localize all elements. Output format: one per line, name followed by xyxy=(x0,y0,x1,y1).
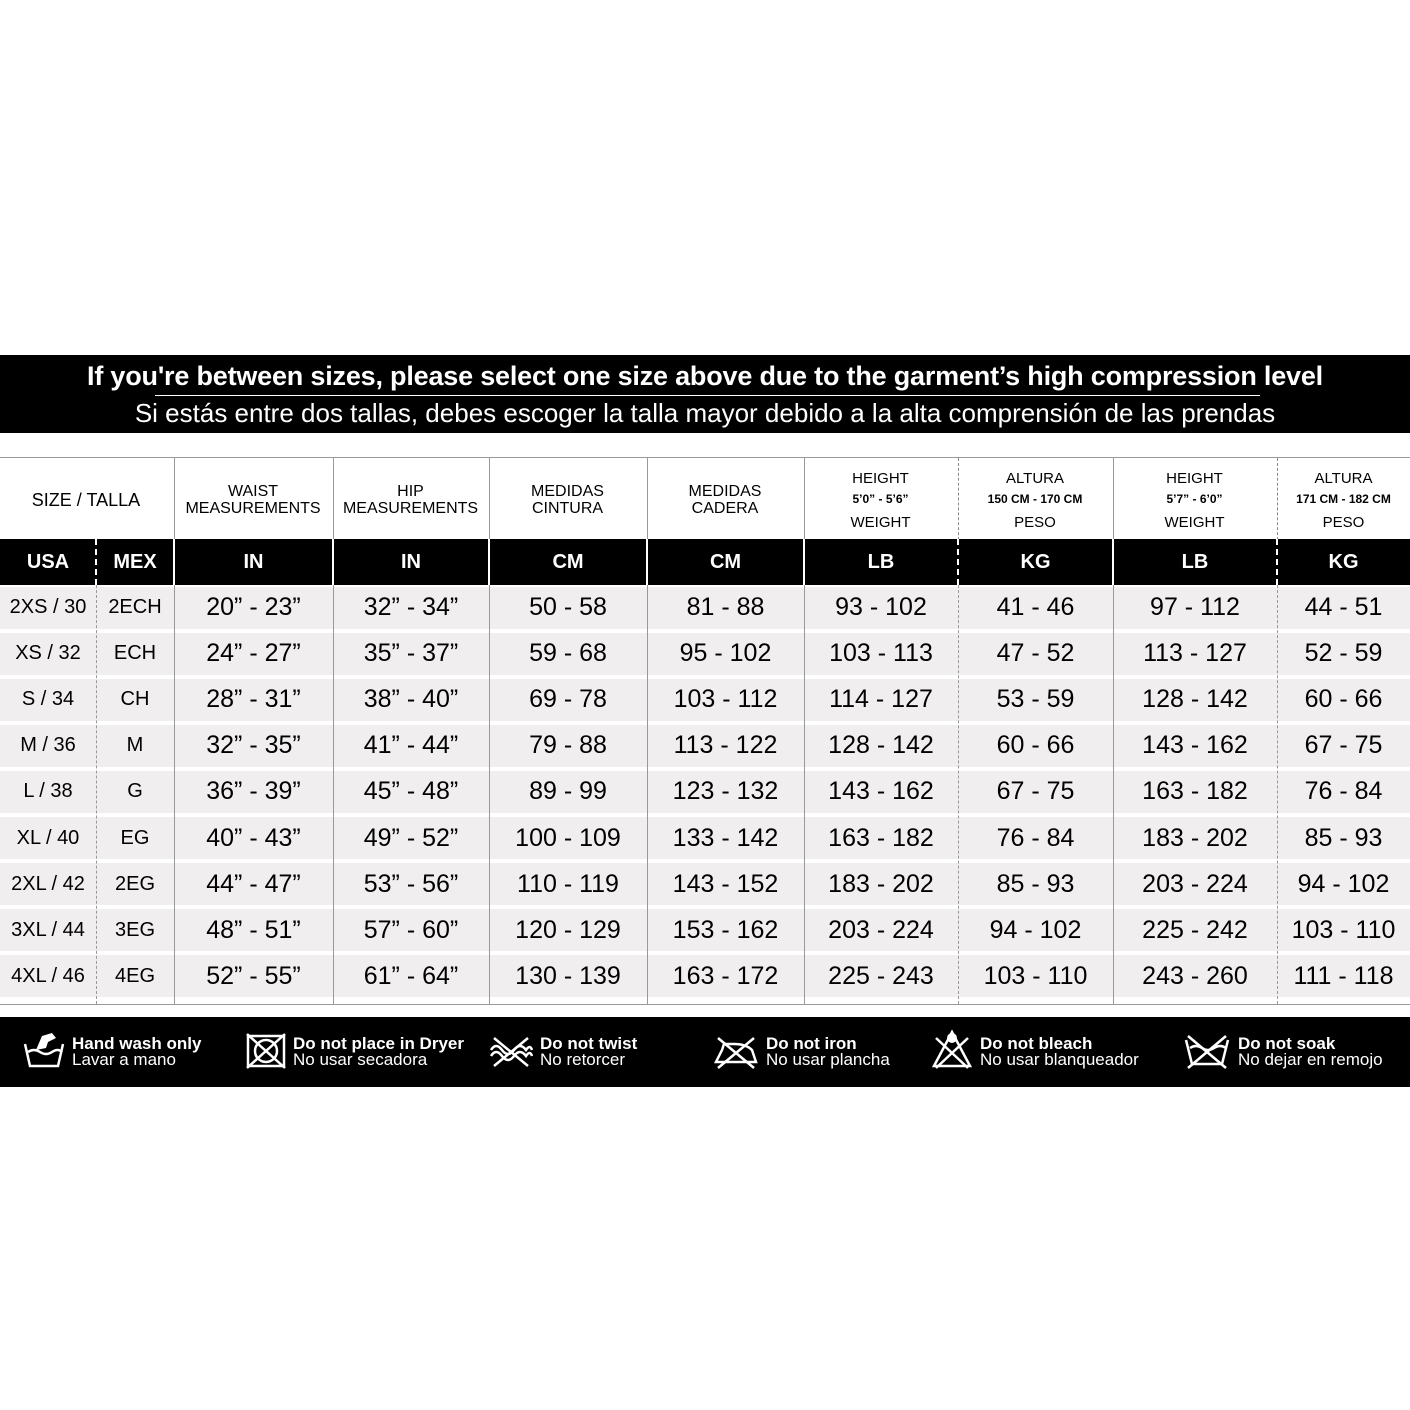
unit-waist-cm: CM xyxy=(552,550,584,573)
care-label-es: Lavar a mano xyxy=(72,1050,176,1069)
care-label-en: Hand wash only xyxy=(72,1034,202,1053)
header-size xyxy=(0,458,172,542)
care-label-en: Do not bleach xyxy=(980,1034,1093,1053)
header-g2-peso: PESO xyxy=(1322,513,1365,531)
cell-waist-cm: 59 - 68 xyxy=(529,639,607,668)
unit-weight-kg-1: KG xyxy=(1020,550,1051,573)
cell-waist-cm: 130 - 139 xyxy=(515,961,621,990)
no-bleach-icon xyxy=(930,1028,974,1077)
table-row xyxy=(0,909,1410,951)
column-divider xyxy=(647,585,648,1004)
cell-size-mex: G xyxy=(127,780,143,803)
table-row xyxy=(0,955,1410,997)
care-label-es: No usar plancha xyxy=(766,1050,890,1069)
unit-divider xyxy=(1112,539,1114,585)
unit-divider xyxy=(173,539,175,585)
cell-waist-in: 20” - 23” xyxy=(206,593,301,621)
cell-weight-kg-1: 85 - 93 xyxy=(996,869,1075,898)
cell-waist-cm: 100 - 109 xyxy=(515,823,621,852)
header-waist-line1: WAIST xyxy=(227,483,279,500)
no-soak-icon xyxy=(1182,1030,1232,1075)
notice-divider xyxy=(155,395,1260,396)
cell-hip-cm: 143 - 152 xyxy=(672,869,779,898)
column-divider xyxy=(1277,585,1278,1004)
header-g2-height: HEIGHT xyxy=(1166,469,1223,487)
cell-weight-kg-2: 52 - 59 xyxy=(1304,639,1383,668)
cell-weight-kg-1: 76 - 84 xyxy=(996,823,1075,852)
unit-weight-lb-1: LB xyxy=(867,550,895,573)
cell-hip-in: 57” - 60” xyxy=(363,915,459,944)
header-divider xyxy=(958,458,959,540)
size-chart-header xyxy=(0,457,1410,541)
header-g2-weight: WEIGHT xyxy=(1164,513,1225,531)
cell-weight-lb-2: 225 - 242 xyxy=(1142,915,1248,944)
unit-hip-in: IN xyxy=(401,550,421,573)
cell-waist-cm: 79 - 88 xyxy=(529,731,607,760)
cell-waist-cm: 50 - 58 xyxy=(529,593,607,621)
unit-divider xyxy=(488,539,490,585)
cell-hip-cm: 163 - 172 xyxy=(672,961,779,990)
header-hip-line2: MEASUREMENTS xyxy=(342,500,479,517)
unit-row xyxy=(0,539,1410,585)
cell-size-mex: 3EG xyxy=(114,918,156,941)
cell-hip-in: 41” - 44” xyxy=(363,731,459,760)
care-label-en: Do not soak xyxy=(1238,1034,1336,1053)
cell-weight-lb-2: 113 - 127 xyxy=(1143,639,1247,668)
header-group1-imperial xyxy=(804,458,957,542)
header-g1-height: HEIGHT xyxy=(852,469,909,487)
cell-hip-in: 38” - 40” xyxy=(363,685,459,714)
cell-weight-kg-2: 111 - 118 xyxy=(1293,961,1394,990)
cell-waist-in: 52” - 55” xyxy=(206,961,301,990)
cell-size-mex: 4EG xyxy=(114,964,156,987)
care-no-twist xyxy=(488,1017,637,1087)
cell-weight-kg-1: 53 - 59 xyxy=(996,685,1075,714)
cell-weight-kg-1: 47 - 52 xyxy=(996,639,1075,668)
cell-weight-lb-1: 143 - 162 xyxy=(828,777,934,806)
header-g2-altura: ALTURA xyxy=(1314,469,1373,487)
header-cintura-line2: CINTURA xyxy=(531,500,604,517)
cell-weight-kg-1: 103 - 110 xyxy=(983,961,1088,990)
cell-size-usa: 2XS / 30 xyxy=(9,596,87,618)
header-g1-height-range: 5’0” - 5’6” xyxy=(852,491,909,506)
cell-hip-cm: 153 - 162 xyxy=(672,915,779,944)
column-divider xyxy=(333,585,334,1004)
cell-size-usa: 3XL / 44 xyxy=(11,918,85,941)
care-no-bleach xyxy=(930,1017,1139,1087)
header-divider xyxy=(489,458,490,540)
header-divider xyxy=(1277,458,1278,540)
unit-weight-kg-2: KG xyxy=(1328,550,1359,573)
cell-weight-lb-1: 128 - 142 xyxy=(828,731,934,760)
unit-divider xyxy=(332,539,334,585)
cell-weight-kg-2: 67 - 75 xyxy=(1304,731,1383,760)
header-g2-altura-range: 171 CM - 182 CM xyxy=(1296,491,1391,506)
cell-waist-in: 40” - 43” xyxy=(206,823,301,852)
cell-weight-lb-1: 203 - 224 xyxy=(828,915,934,944)
cell-size-usa: XL / 40 xyxy=(16,826,80,849)
care-label-es: No usar secadora xyxy=(293,1050,428,1069)
table-row xyxy=(0,817,1410,859)
cell-hip-cm: 133 - 142 xyxy=(672,823,779,852)
notice-spanish: Si estás entre dos tallas, debes escoger la talla mayor debido a la alta comprensión de las prendas xyxy=(134,398,1276,428)
header-group2-metric xyxy=(1277,458,1410,542)
cell-waist-in: 44” - 47” xyxy=(206,869,301,898)
care-text xyxy=(766,1036,890,1068)
cell-hip-in: 45” - 48” xyxy=(363,777,459,806)
cell-size-mex: CH xyxy=(120,688,150,711)
table-row xyxy=(0,863,1410,905)
header-g1-weight: WEIGHT xyxy=(850,513,911,531)
header-divider xyxy=(333,458,334,540)
cell-weight-lb-1: 225 - 243 xyxy=(828,961,934,990)
care-instructions-bar xyxy=(0,1017,1410,1087)
cell-waist-in: 28” - 31” xyxy=(206,685,301,714)
table-row xyxy=(0,633,1410,675)
cell-waist-cm: 120 - 129 xyxy=(515,915,621,944)
care-text xyxy=(293,1036,464,1068)
cell-weight-lb-1: 114 - 127 xyxy=(829,685,933,714)
cell-hip-cm: 95 - 102 xyxy=(679,639,772,668)
cell-size-usa: 4XL / 46 xyxy=(11,964,85,987)
table-row xyxy=(0,587,1410,629)
column-divider xyxy=(489,585,490,1004)
header-waist xyxy=(174,458,332,542)
header-group1-metric xyxy=(958,458,1112,542)
care-label-en: Do not place in Dryer xyxy=(293,1034,464,1053)
compression-notice-banner xyxy=(0,355,1410,433)
column-divider xyxy=(1113,585,1114,1004)
table-row xyxy=(0,679,1410,721)
cell-waist-cm: 110 - 119 xyxy=(517,869,619,898)
cell-size-mex: 2ECH xyxy=(108,596,162,618)
column-divider xyxy=(804,585,805,1004)
cell-weight-lb-2: 143 - 162 xyxy=(1142,731,1248,760)
care-text xyxy=(72,1036,201,1068)
cell-size-usa: M / 36 xyxy=(20,734,76,757)
cell-weight-lb-2: 97 - 112 xyxy=(1150,593,1240,621)
cell-hip-cm: 103 - 112 xyxy=(673,685,778,714)
header-divider xyxy=(1113,458,1114,540)
unit-divider xyxy=(1276,539,1278,585)
cell-weight-kg-2: 44 - 51 xyxy=(1304,593,1383,621)
hand-wash-icon xyxy=(22,1030,66,1075)
cell-hip-in: 53” - 56” xyxy=(363,869,459,898)
cell-weight-kg-2: 60 - 66 xyxy=(1304,685,1383,714)
cell-weight-kg-2: 85 - 93 xyxy=(1304,823,1383,852)
header-cadera-line1: MEDIDAS xyxy=(688,483,762,500)
care-label-es: No retorcer xyxy=(540,1050,626,1069)
cell-waist-in: 48” - 51” xyxy=(206,915,301,944)
header-g1-altura: ALTURA xyxy=(1005,469,1065,487)
care-text xyxy=(980,1036,1139,1068)
cell-weight-lb-1: 103 - 113 xyxy=(829,639,933,668)
cell-size-usa: L / 38 xyxy=(23,780,73,803)
cell-size-mex: 2EG xyxy=(114,872,156,895)
table-row xyxy=(0,771,1410,813)
cell-waist-cm: 89 - 99 xyxy=(529,777,607,806)
cell-size-usa: S / 34 xyxy=(21,688,75,711)
cell-weight-kg-1: 94 - 102 xyxy=(989,915,1082,944)
cell-weight-lb-2: 128 - 142 xyxy=(1142,685,1248,714)
unit-size-usa: USA xyxy=(26,550,70,573)
header-divider xyxy=(174,458,175,540)
care-label-en: Do not iron xyxy=(766,1034,857,1053)
cell-size-usa: XS / 32 xyxy=(15,642,81,665)
table-row xyxy=(0,725,1410,767)
unit-divider xyxy=(957,539,959,585)
unit-divider xyxy=(803,539,805,585)
header-cadera-line2: CADERA xyxy=(691,500,759,517)
header-cintura-line1: MEDIDAS xyxy=(531,483,604,500)
cell-size-mex: M xyxy=(126,734,144,757)
header-cintura xyxy=(489,458,646,542)
header-divider xyxy=(804,458,805,540)
cell-weight-kg-1: 41 - 46 xyxy=(996,593,1075,621)
header-waist-line2: MEASUREMENTS xyxy=(185,500,321,517)
notice-english: If you're between sizes, please select one size above due to the garment’s high compression level xyxy=(87,361,1323,391)
table-bottom-rule xyxy=(0,1004,1410,1005)
header-divider xyxy=(647,458,648,540)
no-iron-icon xyxy=(712,1030,760,1075)
cell-waist-cm: 69 - 78 xyxy=(529,685,607,714)
cell-waist-in: 36” - 39” xyxy=(206,777,301,806)
column-divider xyxy=(174,585,175,1004)
cell-waist-in: 32” - 35” xyxy=(206,731,301,760)
cell-weight-lb-1: 183 - 202 xyxy=(828,869,934,898)
cell-hip-in: 32” - 34” xyxy=(363,593,459,621)
unit-waist-in: IN xyxy=(243,550,264,573)
cell-weight-lb-2: 243 - 260 xyxy=(1142,961,1248,990)
cell-hip-in: 35” - 37” xyxy=(363,639,459,668)
cell-hip-cm: 113 - 122 xyxy=(673,731,778,760)
cell-weight-kg-1: 67 - 75 xyxy=(996,777,1075,806)
cell-hip-in: 49” - 52” xyxy=(363,823,459,852)
cell-weight-kg-2: 103 - 110 xyxy=(1291,915,1396,944)
unit-size-mex: MEX xyxy=(113,550,157,573)
cell-size-mex: EG xyxy=(120,826,150,849)
cell-weight-kg-2: 76 - 84 xyxy=(1304,777,1383,806)
cell-hip-cm: 81 - 88 xyxy=(686,593,765,621)
header-g2-height-range: 5’7” - 6’0” xyxy=(1166,491,1223,506)
cell-size-usa: 2XL / 42 xyxy=(11,872,85,895)
cell-weight-lb-2: 163 - 182 xyxy=(1142,777,1248,806)
unit-hip-cm: CM xyxy=(709,550,742,573)
care-label-es: No usar blanqueador xyxy=(980,1050,1139,1069)
unit-divider xyxy=(95,539,97,585)
unit-divider xyxy=(646,539,648,585)
header-group2-imperial xyxy=(1113,458,1276,542)
header-g1-peso: PESO xyxy=(1014,513,1056,531)
cell-weight-kg-1: 60 - 66 xyxy=(996,731,1075,760)
care-no-iron xyxy=(712,1017,890,1087)
care-no-soak xyxy=(1182,1017,1383,1087)
column-divider xyxy=(958,585,959,1004)
cell-size-mex: ECH xyxy=(113,642,157,665)
care-text xyxy=(540,1036,637,1068)
header-g1-altura-range: 150 CM - 170 CM xyxy=(987,491,1083,506)
care-no-dryer xyxy=(245,1017,464,1087)
care-label-en: Do not twist xyxy=(540,1034,638,1053)
header-hip-line1: HIP xyxy=(397,483,424,500)
no-tumble-dry-icon xyxy=(245,1030,287,1075)
header-size-label: SIZE / TALLA xyxy=(31,489,141,510)
care-label-es: No dejar en remojo xyxy=(1238,1050,1383,1069)
cell-waist-in: 24” - 27” xyxy=(206,639,301,668)
no-wring-icon xyxy=(488,1030,534,1075)
cell-weight-lb-2: 203 - 224 xyxy=(1142,869,1248,898)
cell-weight-lb-1: 163 - 182 xyxy=(828,823,934,852)
unit-weight-lb-2: LB xyxy=(1181,550,1209,573)
care-hand-wash xyxy=(22,1017,201,1087)
cell-hip-cm: 123 - 132 xyxy=(672,777,779,806)
column-divider xyxy=(96,585,97,1004)
header-hip xyxy=(333,458,488,542)
care-text xyxy=(1238,1036,1383,1068)
cell-weight-kg-2: 94 - 102 xyxy=(1297,869,1390,898)
cell-weight-lb-1: 93 - 102 xyxy=(835,593,927,621)
header-cadera xyxy=(647,458,803,542)
cell-weight-lb-2: 183 - 202 xyxy=(1142,823,1248,852)
cell-hip-in: 61” - 64” xyxy=(363,961,459,990)
